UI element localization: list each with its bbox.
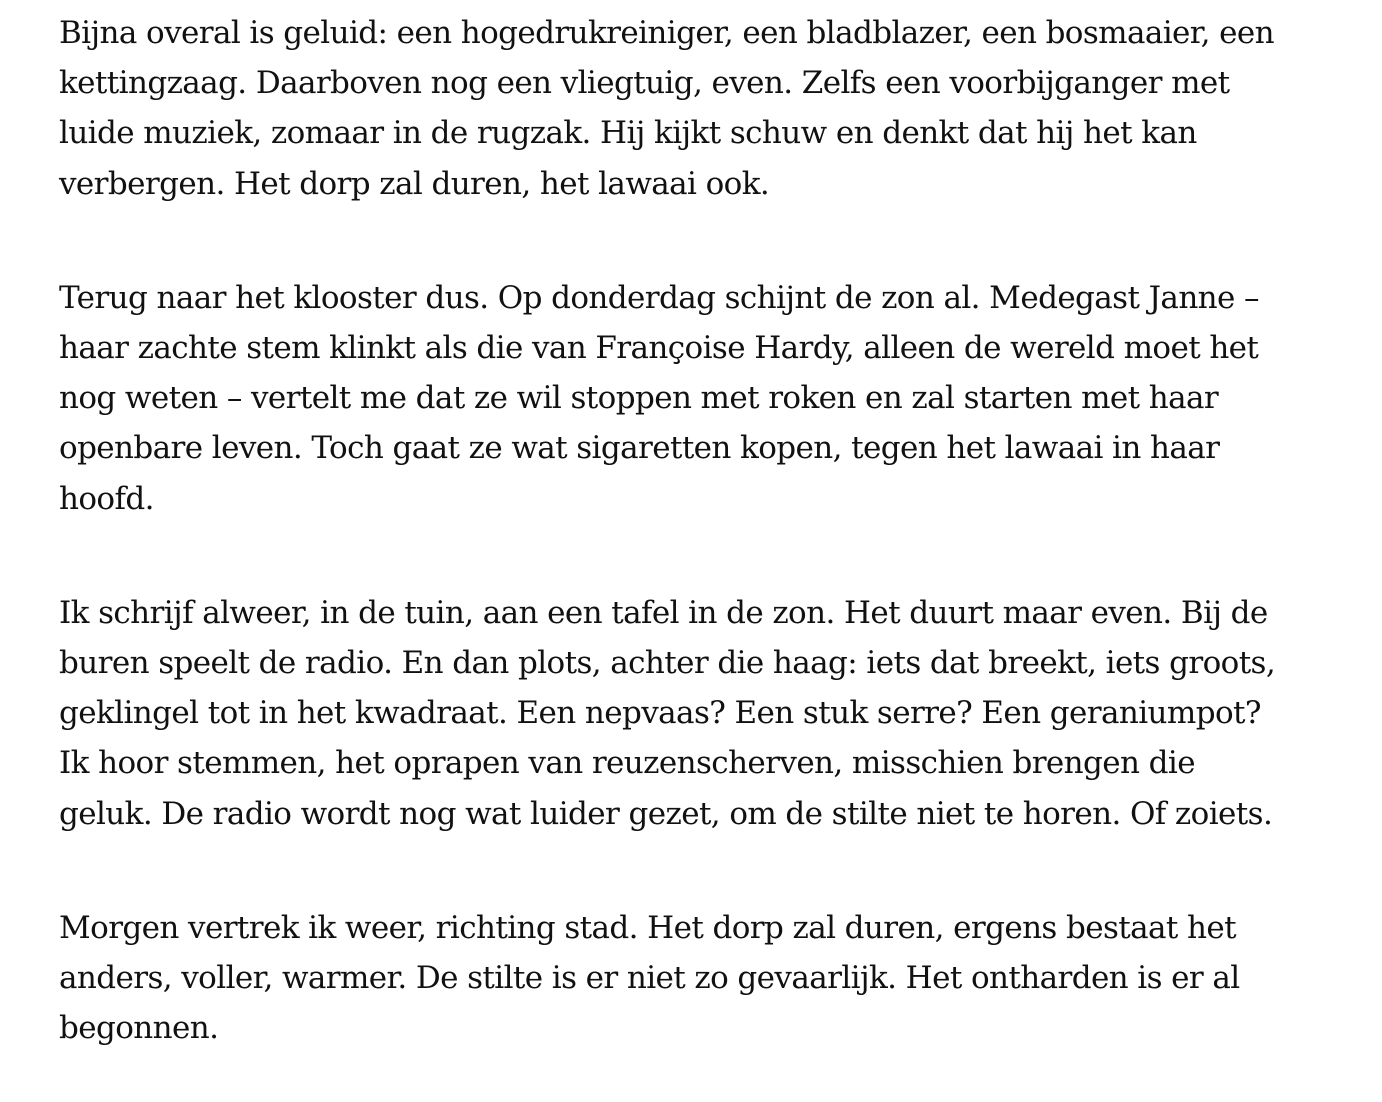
paragraph-line: Ik hoor stemmen, het oprapen van reuzenscherven, misschien brengen die (59, 745, 1195, 782)
paragraph-line: kettingzaag. Daarboven nog een vliegtuig, even. Zelfs een voorbijganger met (59, 65, 1230, 102)
paragraph-line: verbergen. Het dorp zal duren, het lawaai ook. (59, 165, 770, 202)
article-body (59, 8, 1339, 1053)
paragraph-3 (59, 588, 1339, 839)
paragraph-line: begonnen. (59, 1010, 219, 1047)
paragraph-line: luide muziek, zomaar in de rugzak. Hij kijkt schuw en denkt dat hij het kan (59, 115, 1197, 152)
paragraph-1 (59, 8, 1339, 209)
paragraph-line: anders, voller, warmer. De stilte is er niet zo gevaarlijk. Het ontharden is er al (59, 960, 1240, 997)
paragraph-line: hoofd. (59, 480, 154, 517)
paragraph-line: Terug naar het klooster dus. Op donderdag schijnt de zon al. Medegast Janne – (59, 279, 1259, 316)
paragraph-line: nog weten – vertelt me dat ze wil stoppen met roken en zal starten met haar (59, 380, 1219, 417)
paragraph-line: haar zachte stem klinkt als die van Françoise Hardy, alleen de wereld moet het (59, 330, 1259, 367)
paragraph-line: buren speelt de radio. En dan plots, achter die haag: iets dat breekt, iets groots, (59, 645, 1276, 682)
paragraph-line: Morgen vertrek ik weer, richting stad. Het dorp zal duren, ergens bestaat het (59, 909, 1236, 946)
paragraph-line: geklingel tot in het kwadraat. Een nepvaas? Een stuk serre? Een geraniumpot? (59, 695, 1261, 732)
paragraph-line: Ik schrijf alweer, in de tuin, aan een tafel in de zon. Het duurt maar even. Bij de (59, 594, 1268, 631)
paragraph-2 (59, 273, 1339, 524)
paragraph-4 (59, 903, 1339, 1054)
paragraph-line: openbare leven. Toch gaat ze wat sigaretten kopen, tegen het lawaai in haar (59, 430, 1220, 467)
paragraph-line: geluk. De radio wordt nog wat luider gezet, om de stilte niet te horen. Of zoiets. (59, 795, 1273, 832)
paragraph-line: Bijna overal is geluid: een hogedrukreiniger, een bladblazer, een bosmaaier, een (59, 15, 1274, 51)
